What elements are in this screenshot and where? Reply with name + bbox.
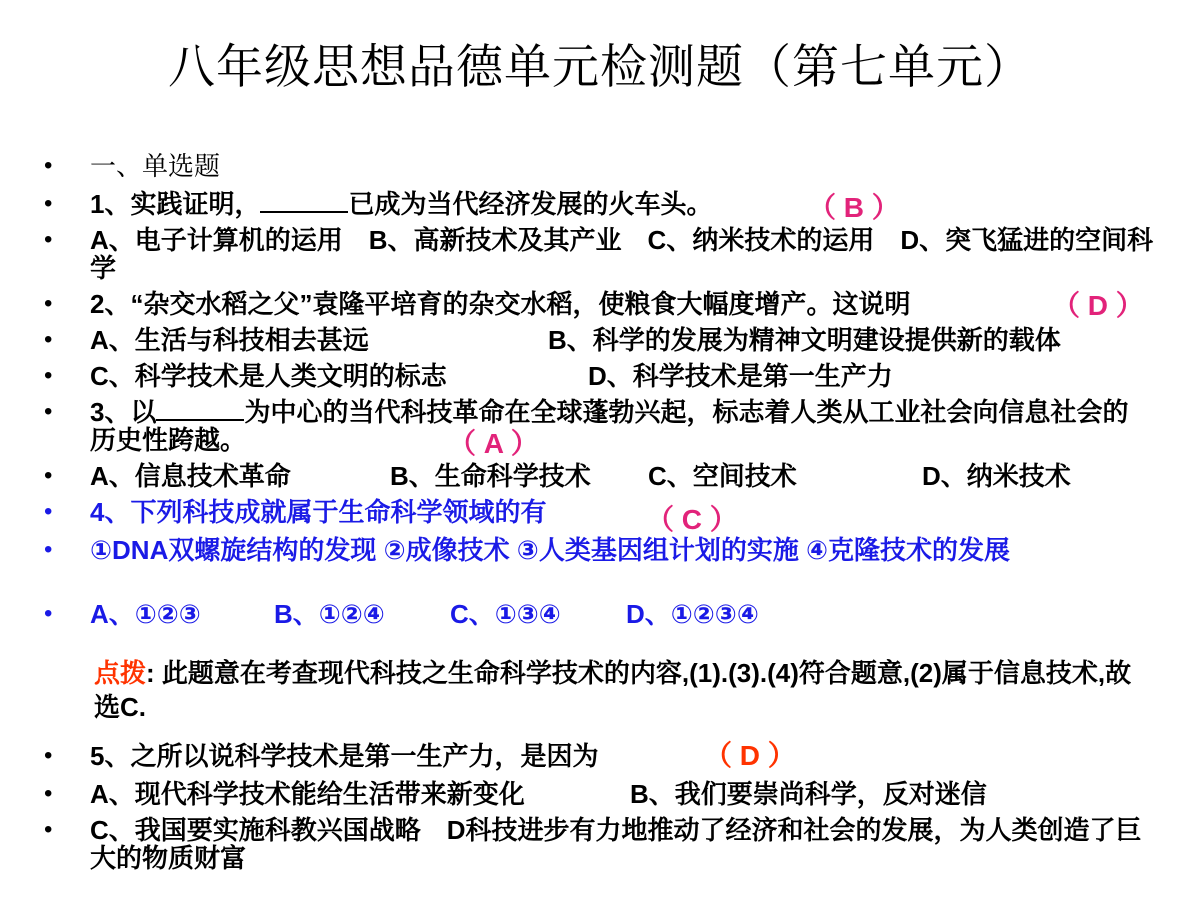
question-5-option-a: A、现代科学技术能给生活带来新变化 bbox=[90, 779, 525, 809]
section-heading: 一、单选题 bbox=[90, 151, 221, 181]
question-4-option-d: D、①②③④ bbox=[626, 599, 759, 629]
question-5-answer: （ D ） bbox=[704, 740, 796, 771]
question-4-items: ①DNA双螺旋结构的发现 ②成像技术 ③人类基因组计划的实施 ④克隆技术的发展 bbox=[90, 535, 1011, 565]
question-1-pre: 1、实践证明， bbox=[90, 189, 261, 219]
bullet: • bbox=[44, 742, 53, 769]
bullet: • bbox=[44, 816, 53, 843]
question-5-options-cd: C、我国要实施科教兴国战略 D科技进步有力地推动了经济和社会的发展，为人类创造了巨大的物质财富 bbox=[90, 815, 1142, 873]
question-5: 5、之所以说科学技术是第一生产力，是因为 bbox=[90, 741, 599, 771]
question-5-option-b: B、我们要崇尚科学，反对迷信 bbox=[630, 779, 987, 809]
bullet: • bbox=[44, 326, 53, 353]
question-2-option-d: D、科学技术是第一生产力 bbox=[588, 361, 893, 391]
question-2-option-a: A、生活与科技相去甚远 bbox=[90, 325, 369, 355]
question-4-option-b: B、①②④ bbox=[274, 599, 385, 629]
question-3-post: 为中心的当代科技革命在全球蓬勃兴起，标志着人类从工业社会向信息社会的历史性跨越。 bbox=[90, 397, 1129, 455]
bullet: • bbox=[44, 780, 53, 807]
question-4-option-c: C、①③④ bbox=[450, 599, 561, 629]
question-4: 4、下列科技成就属于生命科学领域的有 bbox=[90, 497, 547, 527]
page-title: 八年级思想品德单元检测题（第七单元） bbox=[168, 40, 1032, 95]
answer-blank bbox=[260, 211, 348, 213]
bullet: • bbox=[44, 398, 53, 425]
bullet: • bbox=[44, 226, 53, 253]
bullet: • bbox=[44, 362, 53, 389]
question-4-option-a: A、①②③ bbox=[90, 599, 201, 629]
bullet: • bbox=[44, 290, 53, 317]
bullet: • bbox=[44, 498, 53, 525]
question-3-option-d: D、纳米技术 bbox=[922, 461, 1071, 491]
bullet: • bbox=[44, 600, 53, 627]
hint-text: : 此题意在考查现代科技之生命科学技术的内容,(1).(3).(4)符合题意,(2)属于信息技术,故选C. bbox=[94, 658, 1132, 722]
bullet: • bbox=[44, 152, 53, 179]
bullet: • bbox=[44, 462, 53, 489]
question-3-option-b: B、生命科学技术 bbox=[390, 461, 591, 491]
question-3-answer: （ A ） bbox=[448, 428, 539, 459]
question-3-option-a: A、信息技术革命 bbox=[90, 461, 291, 491]
answer-blank bbox=[156, 419, 244, 421]
question-3-option-c: C、空间技术 bbox=[648, 461, 797, 491]
question-1-answer: （ B ） bbox=[808, 192, 900, 223]
hint-label: 点拨 bbox=[94, 658, 147, 688]
bullet: • bbox=[44, 536, 53, 563]
hint-paragraph bbox=[94, 656, 1134, 724]
question-1 bbox=[90, 190, 1154, 218]
question-2-answer: （ D ） bbox=[1052, 290, 1144, 321]
question-3 bbox=[90, 398, 1154, 454]
question-1-post: 已成为当代经济发展的火车头。 bbox=[348, 189, 713, 219]
bullet: • bbox=[44, 190, 53, 217]
question-2-option-c: C、科学技术是人类文明的标志 bbox=[90, 361, 447, 391]
question-4-answer: （ C ） bbox=[646, 504, 738, 535]
question-1-options: A、电子计算机的运用 B、高新技术及其产业 C、纳米技术的运用 D、突飞猛进的空间科学 bbox=[90, 225, 1154, 283]
question-3-pre: 3、以 bbox=[90, 397, 157, 427]
question-2-option-b: B、科学的发展为精神文明建设提供新的载体 bbox=[548, 325, 1061, 355]
question-2: 2、“杂交水稻之父”袁隆平培育的杂交水稻，使粮食大幅度增产。这说明 bbox=[90, 289, 911, 319]
